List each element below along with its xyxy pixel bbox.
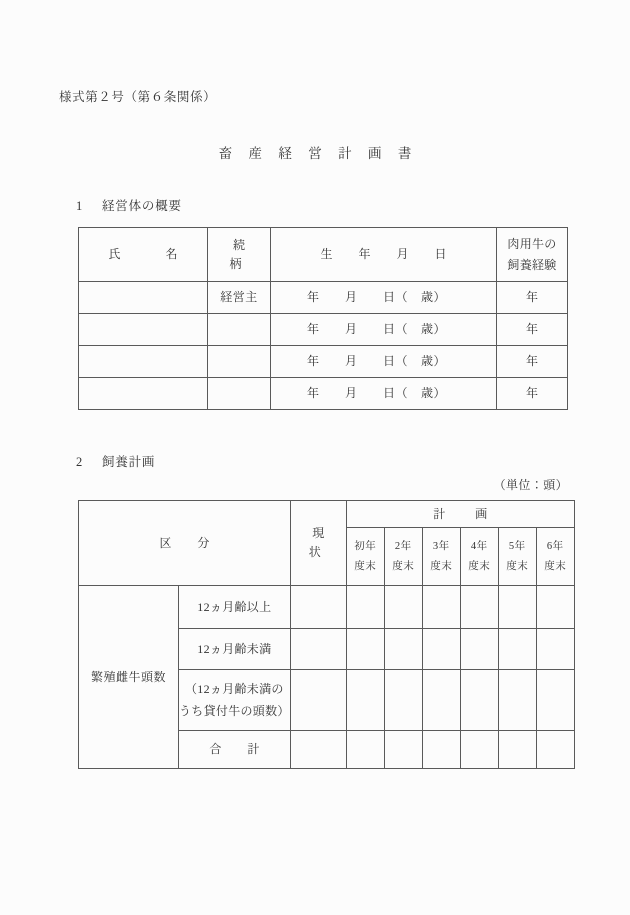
section-1-number: 1 <box>76 199 84 213</box>
cell-year-5[interactable] <box>498 586 536 629</box>
birthdate-line <box>271 384 496 403</box>
table-row <box>79 314 568 346</box>
year-5-line2: 度末 <box>506 560 529 572</box>
cell-current[interactable] <box>290 670 346 731</box>
unit-note: （単位：頭） <box>493 478 568 492</box>
cell-year-4[interactable] <box>460 586 498 629</box>
section-1-heading <box>76 196 182 214</box>
cell-year-1[interactable] <box>346 731 384 769</box>
column-header-relationship-label: 続 柄 <box>229 237 272 271</box>
cell-year-2[interactable] <box>384 731 422 769</box>
cell-relationship[interactable] <box>208 378 271 410</box>
table-header-row <box>79 228 568 282</box>
birthdate-month: 月 <box>345 290 358 305</box>
column-header-experience-line2: 飼養経験 <box>507 257 557 272</box>
column-header-year-6 <box>536 528 574 586</box>
birthdate-day: 日（ <box>383 290 409 305</box>
year-6-line1: 6年 <box>546 541 564 553</box>
table-row <box>79 378 568 410</box>
column-header-name <box>79 228 208 282</box>
cell-year-3[interactable] <box>422 731 460 769</box>
column-header-category: 区 分 <box>79 501 291 586</box>
feeding-plan-table <box>78 500 575 769</box>
column-header-year-2 <box>384 528 422 586</box>
column-header-experience <box>497 228 568 282</box>
birthdate-month: 月 <box>345 322 358 337</box>
column-header-name-label: 氏 名 <box>108 247 185 262</box>
table-header-row-plan-group <box>79 501 575 528</box>
column-header-plan: 計 画 <box>346 501 574 528</box>
birthdate-day: 日（ <box>383 386 409 401</box>
column-header-birthdate <box>271 228 497 282</box>
column-header-relationship <box>208 228 271 282</box>
year-3-line1: 3年 <box>432 541 450 553</box>
year-4-line2: 度末 <box>468 560 491 572</box>
year-1-line1: 初年 <box>354 541 377 553</box>
birthdate-year: 年 <box>307 290 320 305</box>
cell-year-5[interactable] <box>498 670 536 731</box>
birthdate-day: 日（ <box>383 322 409 337</box>
form-number: 様式第２号（第６条関係） <box>59 90 217 104</box>
year-4-line1: 4年 <box>470 541 488 553</box>
cell-relationship[interactable]: 経営主 <box>208 282 271 314</box>
cell-birthdate[interactable] <box>271 378 497 410</box>
cell-experience[interactable]: 年 <box>497 314 568 346</box>
cell-current[interactable] <box>290 586 346 629</box>
cell-experience[interactable]: 年 <box>497 282 568 314</box>
cell-birthdate[interactable] <box>271 314 497 346</box>
cell-year-6[interactable] <box>536 670 574 731</box>
entity-overview-table <box>78 227 568 410</box>
cell-name[interactable] <box>79 346 208 378</box>
row-group-label-breeding-cows: 繁殖雌牛頭数 <box>79 586 179 769</box>
cell-year-1[interactable] <box>346 629 384 670</box>
column-header-birthdate-label: 生 年 月 日 <box>320 247 454 262</box>
birthdate-day: 日（ <box>383 354 409 369</box>
year-5-line1: 5年 <box>508 541 526 553</box>
birthdate-year: 年 <box>307 322 320 337</box>
cell-name[interactable] <box>79 282 208 314</box>
column-header-year-5 <box>498 528 536 586</box>
table-row <box>79 282 568 314</box>
birthdate-age: 歳） <box>421 290 447 305</box>
table-row <box>79 586 575 629</box>
cell-name[interactable] <box>79 314 208 346</box>
cell-year-6[interactable] <box>536 586 574 629</box>
birthdate-month: 月 <box>345 354 358 369</box>
cell-year-4[interactable] <box>460 629 498 670</box>
cell-year-4[interactable] <box>460 731 498 769</box>
birthdate-age: 歳） <box>421 322 447 337</box>
birthdate-age: 歳） <box>421 354 447 369</box>
column-header-current: 現 状 <box>290 501 346 586</box>
cell-experience[interactable]: 年 <box>497 378 568 410</box>
cell-year-5[interactable] <box>498 629 536 670</box>
column-header-year-3 <box>422 528 460 586</box>
page-title: 畜 産 経 営 計 画 書 <box>218 146 418 161</box>
section-1-label: 経営体の概要 <box>102 199 182 213</box>
cell-name[interactable] <box>79 378 208 410</box>
row-label-total: 合 計 <box>179 731 291 769</box>
cell-year-1[interactable] <box>346 670 384 731</box>
column-header-year-1 <box>346 528 384 586</box>
column-header-experience-line1: 肉用牛の <box>507 237 557 252</box>
cell-birthdate[interactable] <box>271 282 497 314</box>
section-2-heading <box>76 452 155 470</box>
birthdate-year: 年 <box>307 354 320 369</box>
birthdate-month: 月 <box>345 386 358 401</box>
cell-relationship[interactable] <box>208 314 271 346</box>
row-label-loaned-cattle-line1: （12ヵ月齢未満の <box>185 681 284 696</box>
cell-relationship[interactable] <box>208 346 271 378</box>
row-label-under-12mo: 12ヵ月齢未満 <box>179 629 291 670</box>
section-2-label: 飼養計画 <box>102 455 156 469</box>
cell-year-6[interactable] <box>536 731 574 769</box>
birthdate-age: 歳） <box>421 386 447 401</box>
table-row <box>79 346 568 378</box>
cell-year-4[interactable] <box>460 670 498 731</box>
cell-year-5[interactable] <box>498 731 536 769</box>
birthdate-line <box>271 320 496 339</box>
birthdate-line <box>271 352 496 371</box>
cell-year-2[interactable] <box>384 629 422 670</box>
cell-year-3[interactable] <box>422 629 460 670</box>
cell-current[interactable] <box>290 629 346 670</box>
year-6-line2: 度末 <box>544 560 567 572</box>
year-2-line1: 2年 <box>394 541 412 553</box>
cell-experience[interactable]: 年 <box>497 346 568 378</box>
cell-year-6[interactable] <box>536 629 574 670</box>
birthdate-year: 年 <box>307 386 320 401</box>
row-label-loaned-cattle-line2: うち貸付牛の頭数） <box>179 704 290 718</box>
cell-year-3[interactable] <box>422 586 460 629</box>
year-2-line2: 度末 <box>392 560 415 572</box>
year-3-line2: 度末 <box>430 560 453 572</box>
birthdate-line <box>271 288 496 307</box>
cell-year-1[interactable] <box>346 586 384 629</box>
cell-year-2[interactable] <box>384 586 422 629</box>
cell-current[interactable] <box>290 731 346 769</box>
cell-year-3[interactable] <box>422 670 460 731</box>
row-label-12mo-and-over: 12ヵ月齢以上 <box>179 586 291 629</box>
year-1-line2: 度末 <box>354 560 377 572</box>
section-2-number: 2 <box>76 455 84 469</box>
cell-birthdate[interactable] <box>271 346 497 378</box>
row-label-loaned-cattle <box>179 670 291 731</box>
cell-year-2[interactable] <box>384 670 422 731</box>
column-header-year-4 <box>460 528 498 586</box>
